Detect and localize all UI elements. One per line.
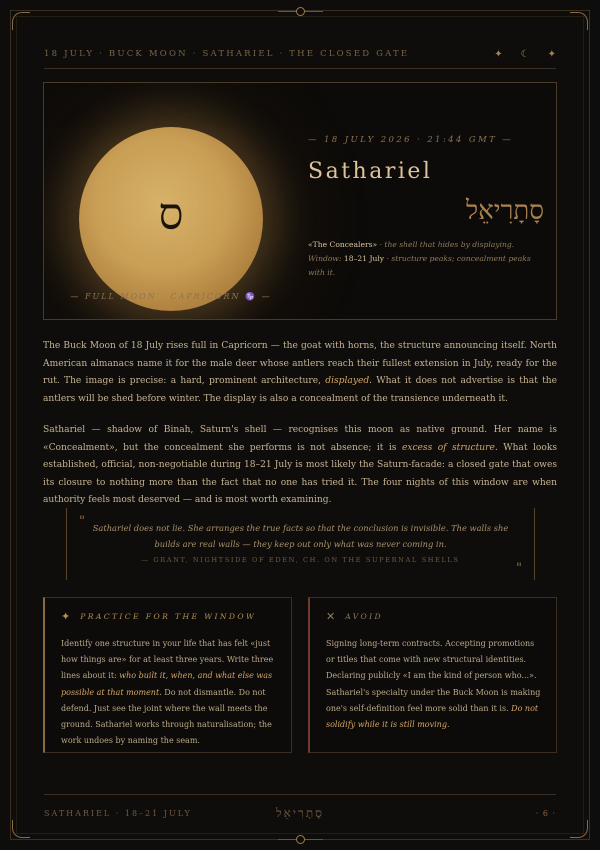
breadcrumb: 18 JULY · BUCK MOON · SATHARIEL · THE CLOSED GATE xyxy=(44,49,410,59)
avoid-text: Signing long-term contracts. Accepting promotions or titles that come with new structural identities. Declaring publicly «I am the kind of person who...». Sathariel's specialty under the Buck Moon is making one's self-definition feel more solid than it is. Do not solidify while it is still moving. xyxy=(326,639,541,730)
hero-info xyxy=(308,135,548,280)
window-dates: 18–21 July xyxy=(343,254,385,263)
footer xyxy=(44,805,556,821)
blockquote xyxy=(66,508,535,580)
window-label: Window: xyxy=(308,254,344,263)
divider xyxy=(44,68,556,69)
caption-dash: — xyxy=(261,292,272,301)
paragraph-2: Sathariel — shadow of Binah, Saturn's shell — recognises this moon as native ground. Her name is «Concealment», but the concealment she performs is not absence; it is excess of structure. What looks established, official, non-negotiable during 18–21 July is most likely the Saturn-facade: a closed gate that owes its closure to nothing more than the fact that no one has tried it. The four nights of this window are when authority feels most deserved — and is most worth examining. xyxy=(43,425,557,506)
avoid-title: AVOID xyxy=(345,612,383,621)
moon xyxy=(79,127,263,311)
quote-close-mark: " xyxy=(516,561,522,576)
corner-ornament xyxy=(12,820,30,838)
capricorn-icon: ♑ xyxy=(245,291,258,301)
corner-ornament xyxy=(570,12,588,30)
event-date: — 18 JULY 2026 · 21:44 GMT — xyxy=(308,135,514,145)
quote-open-mark: " xyxy=(79,514,85,529)
practice-heading xyxy=(61,610,256,623)
star-icon: ✦ xyxy=(61,610,71,623)
star-icon: ✦ xyxy=(494,48,503,60)
quote-text: Sathariel does not lie. She arranges the true facts so that the conclusion is invisible. The walls she builds are real walls — they keep out only what was never coming in. xyxy=(92,523,509,549)
header xyxy=(44,44,556,64)
crescent-icon: ☾ xyxy=(520,48,530,60)
cross-icon: ✕ xyxy=(326,610,336,623)
corner-ornament xyxy=(12,12,30,30)
practice-text: Identify one structure in your life that has felt «just how things are» for at least three years. Write three lines about it: who built it, when, and what else was possible at that moment. Do not dismantle. Do not defend. Just see the joint where the wall meets the ground. Sathariel works through naturalisation; the work undoes by naming the seam. xyxy=(61,639,274,746)
bottom-ornament xyxy=(270,833,330,845)
moon-caption xyxy=(44,291,298,301)
hero-panel xyxy=(43,82,557,320)
page-number: · 6 · xyxy=(535,808,556,818)
star-icon: ✦ xyxy=(547,48,556,60)
hero-meta xyxy=(308,238,548,280)
top-ornament xyxy=(270,5,330,17)
meta-label: «The Concealers» xyxy=(308,240,378,249)
practice-card xyxy=(43,597,292,753)
header-icons xyxy=(494,49,556,60)
footer-hebrew: סָתָרִיאֵל xyxy=(276,805,324,820)
avoid-heading xyxy=(326,610,383,623)
meta-desc: · the shell that hides by displaying. xyxy=(377,240,515,249)
moon-caption-text: — FULL MOON · CAPRICORN xyxy=(70,292,241,301)
hebrew-name: סָתָרִיאֵל xyxy=(466,196,544,226)
page-title: Sathariel xyxy=(308,159,433,184)
footer-title: SATHARIEL · 18–21 JULY xyxy=(44,808,192,818)
quote-attribution: — GRANT, NIGHTSIDE OF EDEN, CH. ON THE SUPERNAL SHELLS xyxy=(141,556,460,564)
moon-letter: ס xyxy=(158,189,184,240)
paragraph-1: The Buck Moon of 18 July rises full in Capricorn — the goat with horns, the structure announcing itself. North American almanacs name it for the male deer whose antlers reach their fullest extension in July, ready for the rut. The image is precise: a hard, prominent architecture, displayed. What it does not advertise is that the antlers will be shed before winter. The display is also a concealment of the transience underneath it. xyxy=(43,341,557,404)
window-desc: · structure peaks; concealment peaks with it. xyxy=(308,254,531,277)
avoid-card xyxy=(308,597,557,753)
divider xyxy=(44,794,556,795)
practice-title: PRACTICE FOR THE WINDOW xyxy=(80,612,257,621)
